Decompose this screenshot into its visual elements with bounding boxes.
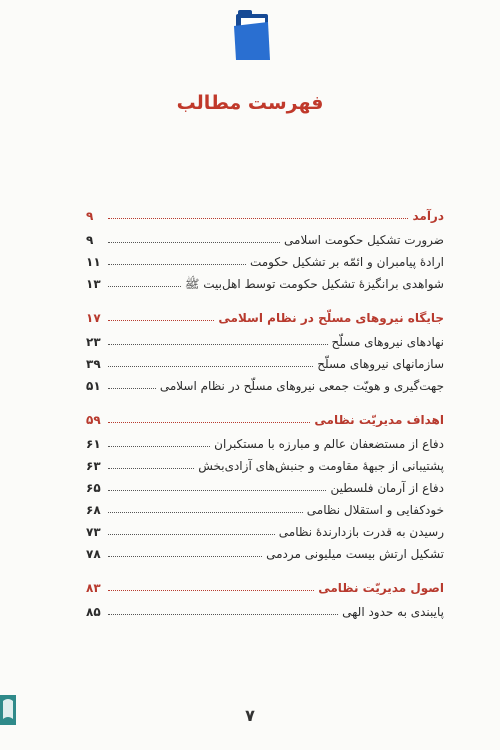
toc-entry[interactable] bbox=[86, 348, 444, 370]
toc-entry-page: ۶۵ bbox=[86, 481, 101, 495]
toc-entry[interactable] bbox=[86, 428, 444, 450]
toc-entry[interactable] bbox=[86, 326, 444, 348]
folder-icon bbox=[232, 8, 272, 64]
toc-entry-title: رسیدن به قدرت بازدارندهٔ نظامی bbox=[278, 525, 444, 539]
dot-leader bbox=[108, 446, 210, 447]
toc-entry-title: نهادهای نیروهای مسلّح bbox=[331, 335, 444, 349]
toc-entry-page: ۶۱ bbox=[86, 437, 101, 451]
toc-entry-page: ۱۳ bbox=[86, 277, 101, 291]
dot-leader bbox=[108, 388, 156, 389]
toc-entry-title: جهت‌گیری و هویّت جمعی نیروهای مسلّح در نظام اسلامی bbox=[159, 379, 444, 393]
toc-entry-page: ۵۱ bbox=[86, 379, 101, 393]
toc-entry-page: ۷۸ bbox=[86, 547, 101, 561]
toc-entry[interactable] bbox=[86, 450, 444, 472]
toc-section-heading[interactable] bbox=[86, 302, 444, 324]
page-number: ۷ bbox=[245, 706, 255, 725]
toc-entry-title: دفاع از مستضعفان عالم و مبارزه با مستکبران bbox=[214, 437, 444, 451]
dot-leader bbox=[108, 366, 313, 367]
dot-leader bbox=[108, 590, 314, 591]
toc-entry-page: ۷۳ bbox=[86, 525, 101, 539]
dot-leader bbox=[108, 286, 181, 287]
dot-leader bbox=[108, 344, 328, 345]
dot-leader bbox=[108, 534, 275, 535]
toc-entry-page: ۹ bbox=[86, 233, 94, 247]
toc-entry-title: ارادهٔ پیامبران و ائمّه بر تشکیل حکومت bbox=[249, 255, 444, 269]
toc-section-heading[interactable] bbox=[86, 200, 444, 222]
dot-leader bbox=[108, 512, 303, 513]
toc-entry-page: ۱۱ bbox=[86, 255, 101, 269]
toc-entry-title: ضرورت تشکیل حکومت اسلامی bbox=[284, 233, 444, 247]
toc-section-heading[interactable] bbox=[86, 404, 444, 426]
toc-entry[interactable] bbox=[86, 472, 444, 494]
toc-entry-title: پشتیبانی از جبههٔ مقاومت و جنبش‌های آزادی‌بخش bbox=[198, 459, 444, 473]
toc-heading-page: ۹ bbox=[86, 209, 94, 223]
toc-entry[interactable] bbox=[86, 268, 444, 290]
toc-entry-title: پایبندی به حدود الهی bbox=[342, 605, 444, 619]
toc-entry-page: ۸۵ bbox=[86, 605, 101, 619]
dot-leader bbox=[108, 556, 262, 557]
toc-section bbox=[86, 572, 444, 618]
toc-entry-title: شواهدی برانگیزهٔ تشکیل حکومت توسط اهل‌بیت ﷺ bbox=[184, 277, 444, 291]
dot-leader bbox=[108, 320, 214, 321]
toc-entry[interactable] bbox=[86, 596, 444, 618]
toc-section bbox=[86, 404, 444, 560]
table-of-contents bbox=[86, 200, 444, 630]
toc-heading-page: ۸۳ bbox=[86, 581, 101, 595]
toc-heading-title: اهداف مدیریّت نظامی bbox=[314, 413, 444, 427]
toc-entry[interactable] bbox=[86, 494, 444, 516]
toc-entry-page: ۲۳ bbox=[86, 335, 101, 349]
dot-leader bbox=[108, 468, 194, 469]
toc-entry[interactable] bbox=[86, 370, 444, 392]
toc-heading-title: درآمد bbox=[412, 209, 444, 223]
toc-entry-page: ۳۹ bbox=[86, 357, 101, 371]
toc-section bbox=[86, 302, 444, 392]
toc-entry-title: دفاع از آرمان فلسطین bbox=[330, 481, 444, 495]
toc-entry[interactable] bbox=[86, 538, 444, 560]
toc-section-heading[interactable] bbox=[86, 572, 444, 594]
toc-heading-page: ۵۹ bbox=[86, 413, 101, 427]
dot-leader bbox=[108, 490, 326, 491]
toc-section bbox=[86, 200, 444, 290]
dot-leader bbox=[108, 218, 408, 219]
toc-entry-page: ۶۸ bbox=[86, 503, 101, 517]
toc-entry-page: ۶۳ bbox=[86, 459, 101, 473]
toc-heading-title: جایگاه نیروهای مسلّح در نظام اسلامی bbox=[218, 311, 444, 325]
toc-entry-title: تشکیل ارتش بیست میلیونی مردمی bbox=[266, 547, 444, 561]
dot-leader bbox=[108, 264, 246, 265]
dot-leader bbox=[108, 242, 280, 243]
toc-heading-page: ۱۷ bbox=[86, 311, 101, 325]
toc-entry[interactable] bbox=[86, 224, 444, 246]
toc-heading-title: اصول مدیریّت نظامی bbox=[318, 581, 444, 595]
toc-entry[interactable] bbox=[86, 516, 444, 538]
toc-entry-title: سازمانهای نیروهای مسلّح bbox=[317, 357, 444, 371]
toc-entry[interactable] bbox=[86, 246, 444, 268]
publisher-logo bbox=[0, 695, 16, 725]
dot-leader bbox=[108, 614, 338, 615]
toc-entry-title: خودکفایی و استقلال نظامی bbox=[306, 503, 444, 517]
page-title: فهرست مطالب bbox=[176, 92, 324, 114]
dot-leader bbox=[108, 422, 310, 423]
